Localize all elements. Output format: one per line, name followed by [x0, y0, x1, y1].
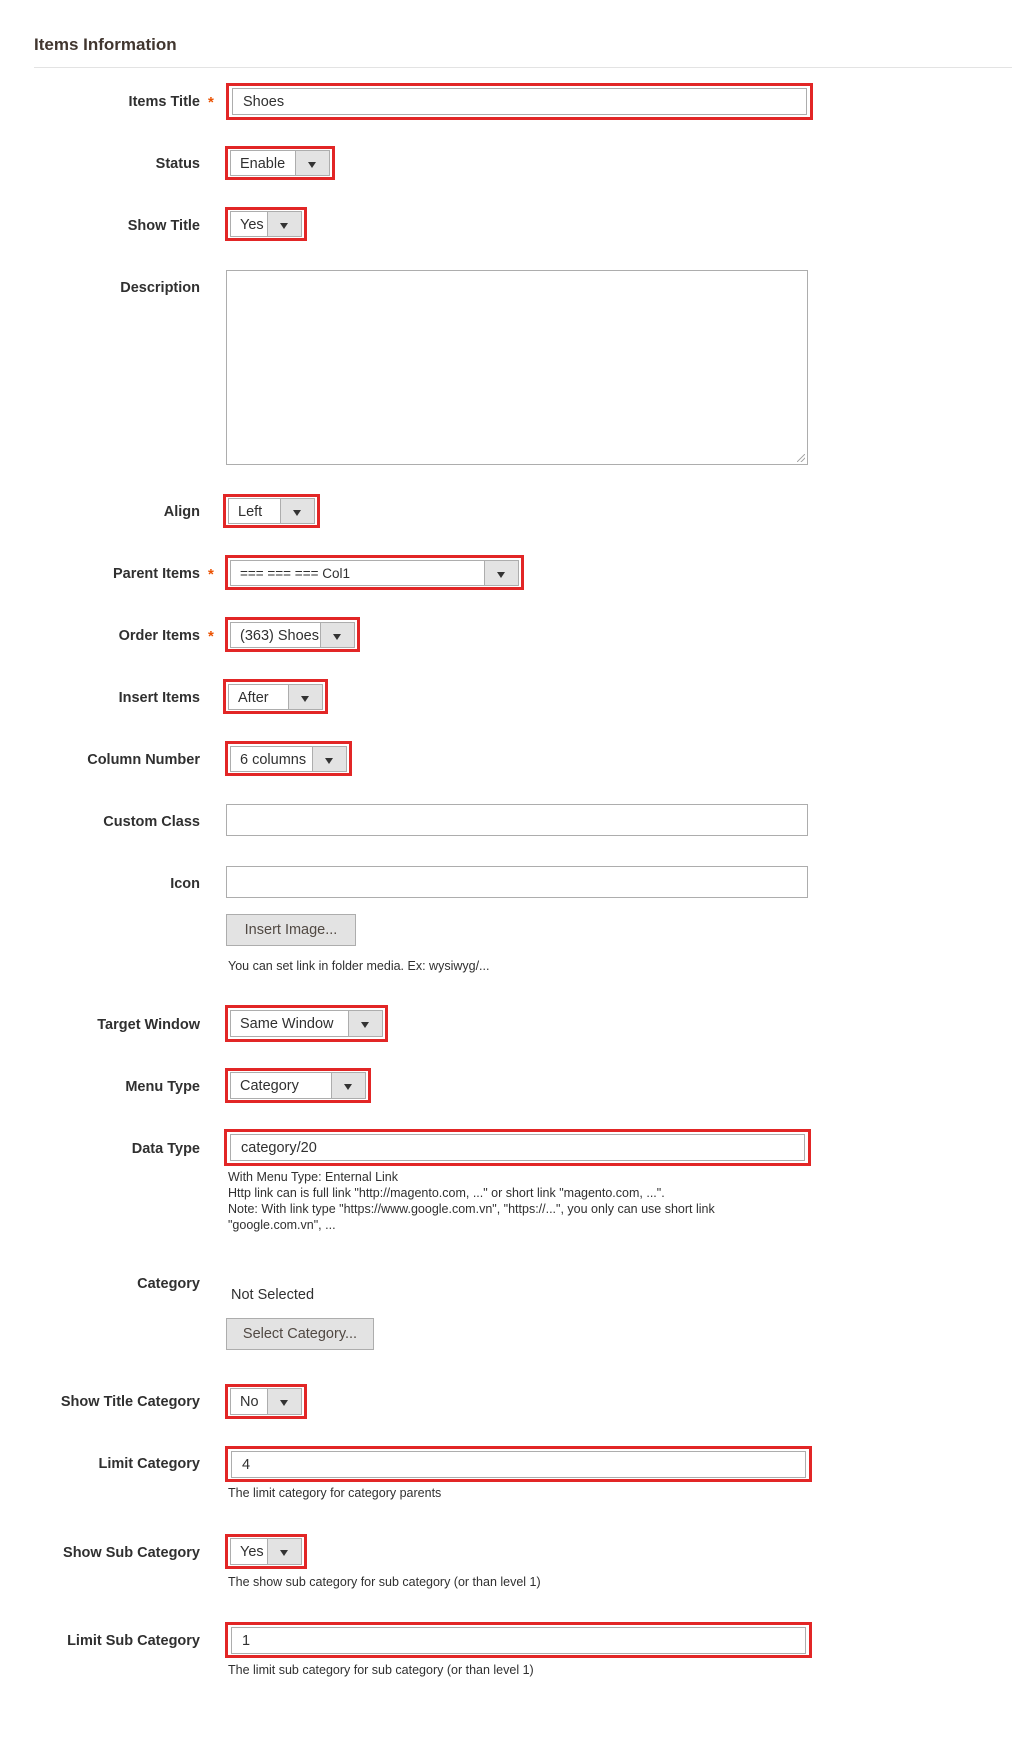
required-mark: *	[208, 94, 214, 111]
align-label: Align	[163, 504, 200, 520]
order-items-value: (363) Shoes	[240, 628, 319, 644]
insert-items-dropdown-toggle[interactable]	[288, 685, 322, 709]
chevron-down-icon	[497, 572, 505, 578]
limit-category-input[interactable]	[231, 1451, 806, 1478]
target-window-dropdown-toggle[interactable]	[348, 1011, 382, 1036]
chevron-down-icon	[280, 1550, 288, 1556]
category-value: Not Selected	[231, 1287, 315, 1303]
menu-type-value: Category	[240, 1078, 299, 1094]
target-window-label: Target Window	[97, 1017, 200, 1033]
order-items-select[interactable]	[230, 622, 355, 648]
target-window-value: Same Window	[240, 1016, 334, 1032]
data-type-note-line: Note: With link type "https://www.google.com.vn", "https://...", you only can use short link	[228, 1202, 715, 1216]
show-sub-category-dropdown-toggle[interactable]	[267, 1539, 301, 1564]
status-value: Enable	[240, 156, 286, 172]
data-type-note-line: With Menu Type: Enternal Link	[228, 1170, 398, 1184]
items-title-label: Items Title	[128, 94, 200, 110]
description-label: Description	[120, 280, 200, 296]
show-title-dropdown-toggle[interactable]	[267, 212, 301, 236]
order-items-label: Order Items	[118, 628, 200, 644]
items-title-input[interactable]	[232, 88, 807, 115]
show-title-value: Yes	[240, 217, 264, 233]
show-title-category-label: Show Title Category	[60, 1394, 200, 1410]
data-type-input[interactable]	[230, 1134, 805, 1161]
icon-label: Icon	[170, 876, 200, 892]
required-mark: *	[208, 628, 214, 645]
icon-note: You can set link in folder media. Ex: wysiwyg/...	[228, 959, 490, 973]
show-title-label: Show Title	[127, 218, 200, 234]
menu-type-select[interactable]	[230, 1072, 366, 1099]
parent-items-label: Parent Items	[112, 566, 200, 582]
icon-input[interactable]	[226, 866, 808, 898]
align-value: Left	[238, 504, 263, 520]
limit-sub-category-input[interactable]	[231, 1627, 806, 1654]
resize-grip-icon[interactable]	[797, 454, 805, 462]
section-divider	[34, 67, 1012, 68]
menu-type-dropdown-toggle[interactable]	[331, 1073, 365, 1098]
data-type-note-line: "google.com.vn", ...	[228, 1218, 336, 1232]
parent-items-value: === === === Col1	[240, 566, 350, 581]
show-sub-category-value: Yes	[240, 1544, 264, 1560]
insert-items-value: After	[238, 690, 269, 706]
show-title-select[interactable]	[230, 211, 302, 237]
chevron-down-icon	[301, 696, 309, 702]
limit-category-label: Limit Category	[98, 1456, 200, 1472]
menu-type-label: Menu Type	[125, 1079, 200, 1095]
insert-items-label: Insert Items	[118, 690, 200, 706]
parent-items-select[interactable]	[230, 560, 519, 586]
column-number-dropdown-toggle[interactable]	[312, 747, 346, 771]
status-label: Status	[155, 156, 200, 172]
section-title: Items Information	[34, 35, 177, 54]
chevron-down-icon	[293, 510, 301, 516]
limit-sub-category-note: The limit sub category for sub category (or than level 1)	[228, 1663, 534, 1677]
show-title-category-dropdown-toggle[interactable]	[267, 1389, 301, 1414]
insert-image-button[interactable]: Insert Image...	[226, 914, 356, 946]
column-number-value: 6 columns	[240, 752, 307, 768]
limit-sub-category-label: Limit Sub Category	[67, 1633, 200, 1649]
status-dropdown-toggle[interactable]	[295, 151, 329, 175]
data-type-note	[228, 1169, 715, 1233]
status-select[interactable]	[230, 150, 330, 176]
show-title-category-select[interactable]	[230, 1388, 302, 1415]
data-type-label: Data Type	[131, 1141, 200, 1157]
column-number-label: Column Number	[87, 752, 200, 768]
show-sub-category-label: Show Sub Category	[63, 1545, 200, 1561]
column-number-select[interactable]	[230, 746, 347, 772]
chevron-down-icon	[333, 634, 341, 640]
parent-items-dropdown-toggle[interactable]	[484, 561, 518, 585]
chevron-down-icon	[344, 1084, 352, 1090]
select-category-button[interactable]: Select Category...	[226, 1318, 374, 1350]
show-title-category-value: No	[240, 1394, 259, 1410]
chevron-down-icon	[280, 223, 288, 229]
show-sub-category-note: The show sub category for sub category (or than level 1)	[228, 1575, 541, 1589]
order-items-dropdown-toggle[interactable]	[320, 623, 354, 647]
target-window-select[interactable]	[230, 1010, 383, 1037]
description-textarea[interactable]	[226, 270, 808, 465]
custom-class-label: Custom Class	[103, 814, 200, 830]
custom-class-input[interactable]	[226, 804, 808, 836]
chevron-down-icon	[308, 162, 316, 168]
chevron-down-icon	[280, 1400, 288, 1406]
insert-items-select[interactable]	[228, 684, 323, 710]
required-mark: *	[208, 566, 214, 583]
show-sub-category-select[interactable]	[230, 1538, 302, 1565]
data-type-note-line: Http link can is full link "http://magento.com, ..." or short link "magento.com, ...".	[228, 1186, 665, 1200]
align-dropdown-toggle[interactable]	[280, 499, 314, 523]
align-select[interactable]	[228, 498, 315, 524]
limit-category-note: The limit category for category parents	[228, 1486, 442, 1500]
category-label: Category	[137, 1276, 200, 1292]
chevron-down-icon	[361, 1022, 369, 1028]
chevron-down-icon	[325, 758, 333, 764]
